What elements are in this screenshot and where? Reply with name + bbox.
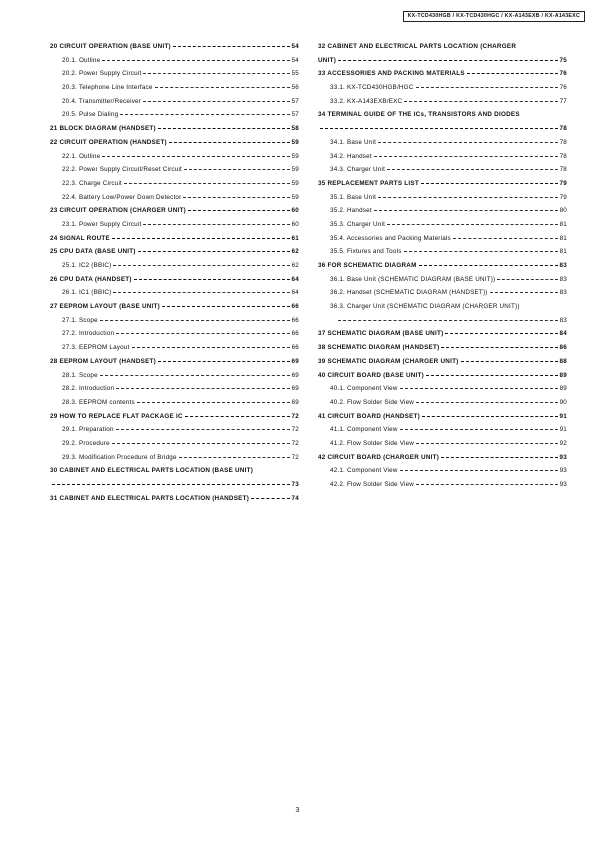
dot-leader — [421, 183, 558, 184]
toc-entry[interactable] — [50, 125, 299, 132]
toc-entry[interactable] — [50, 303, 299, 310]
toc-entry[interactable] — [50, 344, 299, 351]
toc-entry-page: 69 — [291, 398, 299, 406]
toc-entry-page: 57 — [291, 111, 299, 119]
toc-entry-title: 29.2. Procedure — [62, 439, 110, 447]
toc-entry-title: 27.1. Scope — [62, 316, 98, 324]
toc-entry[interactable] — [318, 43, 567, 64]
toc-entry-page: 72 — [291, 426, 299, 434]
toc-entry-page: 91 — [559, 426, 567, 434]
toc-entry-title: 29.3. Modification Procedure of Bridge — [62, 453, 177, 461]
dot-leader — [404, 101, 558, 102]
dot-leader — [185, 416, 290, 417]
toc-entry[interactable] — [318, 289, 567, 296]
toc-entry-title: 28.3. EEPROM contents — [62, 398, 135, 406]
toc-entry-title: 36.1. Base Unit (SCHEMATIC DIAGRAM (BASE UNIT)) — [330, 275, 496, 283]
toc-entry[interactable] — [50, 139, 299, 146]
dot-leader — [416, 443, 558, 444]
toc-entry-title: 20.5. Pulse Dialing — [62, 111, 119, 119]
toc-entry-title: 20.2. Power Supply Circuit — [62, 70, 142, 78]
toc-entry[interactable] — [50, 111, 299, 118]
toc-entry-title: 21 BLOCK DIAGRAM (HANDSET) — [50, 125, 156, 133]
toc-entry-title: 22.1. Outline — [62, 152, 101, 160]
toc-entry-title: 35.5. Fixtures and Tools — [330, 248, 402, 256]
toc-entry-title: 26 CPU DATA (HANDSET) — [50, 275, 132, 283]
toc-entry[interactable] — [50, 98, 299, 105]
dot-leader — [155, 87, 290, 88]
toc-entry-page: 83 — [559, 289, 567, 297]
toc-entry-title: 34.3. Charger Unit — [330, 166, 386, 174]
toc-entry-title: 38 SCHEMATIC DIAGRAM (HANDSET) — [318, 344, 440, 352]
dot-leader — [378, 197, 558, 198]
toc-entry-page: 78 — [559, 138, 567, 146]
dot-leader — [490, 292, 558, 293]
toc-entry-page: 83 — [559, 275, 567, 283]
toc-entry-title: 29 HOW TO REPLACE FLAT PACKAGE IC — [50, 412, 183, 420]
toc-entry-page: 60 — [291, 220, 299, 228]
toc-entry-title: 40 CIRCUIT BOARD (BASE UNIT) — [318, 371, 425, 379]
dot-leader — [124, 183, 290, 184]
dot-leader — [143, 101, 290, 102]
dot-leader — [143, 224, 290, 225]
toc-entry[interactable] — [318, 440, 567, 447]
toc-entry-title: 27.2. Introduction — [62, 330, 115, 338]
toc-entry-title: 34.1. Base Unit — [330, 138, 377, 146]
dot-leader — [441, 457, 558, 458]
toc-entry-title: 28.2. Introduction — [62, 385, 115, 393]
toc-entry[interactable] — [50, 440, 299, 447]
toc-entry[interactable] — [318, 303, 567, 324]
toc-entry-page: 79 — [559, 179, 567, 187]
dot-leader — [441, 347, 558, 348]
toc-entry-page: 75 — [559, 56, 567, 64]
toc-entry-page: 90 — [559, 398, 567, 406]
toc-entry[interactable] — [50, 166, 299, 173]
dot-leader — [169, 142, 290, 143]
toc-entry-title: 35.4. Accessories and Packing Materials — [330, 234, 451, 242]
dot-leader — [162, 306, 290, 307]
toc-entry-title: 23.1. Power Supply Circuit — [62, 220, 142, 228]
toc-entry[interactable] — [50, 358, 299, 365]
toc-entry-page: 64 — [291, 275, 299, 283]
dot-leader — [143, 73, 290, 74]
dot-leader — [179, 457, 290, 458]
toc-entry-title: 36.3. Charger Unit (SCHEMATIC DIAGRAM (CHARGER UNIT)) — [330, 303, 520, 311]
dot-leader — [100, 375, 290, 376]
toc-entry[interactable] — [318, 166, 567, 173]
toc-entry-page: 88 — [559, 357, 567, 365]
dot-leader — [467, 73, 558, 74]
toc-entry-page: 66 — [291, 344, 299, 352]
dot-leader — [116, 333, 290, 334]
toc-entry-page: 59 — [291, 179, 299, 187]
dot-leader — [184, 169, 290, 170]
toc-entry-page: 86 — [559, 344, 567, 352]
dot-leader — [416, 484, 558, 485]
dot-leader — [134, 279, 290, 280]
toc-entry-page: 58 — [291, 125, 299, 133]
dot-leader — [320, 128, 558, 129]
toc-entry-title: 20.3. Telephone Line Interface — [62, 84, 153, 92]
toc-entry-title: 35 REPLACEMENT PARTS LIST — [318, 179, 419, 187]
toc-entry-page: 81 — [559, 248, 567, 256]
toc-entry-page: 93 — [559, 481, 567, 488]
toc-entry-title: 20.1. Outline — [62, 56, 101, 64]
toc-entry[interactable] — [318, 111, 567, 132]
toc-entry-page: 69 — [291, 385, 299, 393]
toc-entry[interactable] — [50, 43, 299, 50]
toc-entry-page: 81 — [559, 234, 567, 242]
toc-entry-page: 80 — [559, 207, 567, 215]
toc-entry-page: 72 — [291, 412, 299, 420]
toc-entry[interactable] — [50, 180, 299, 187]
dot-leader — [445, 333, 558, 334]
toc-entry-page: 83 — [559, 316, 567, 324]
toc-entry-page: 69 — [291, 371, 299, 379]
toc-entry[interactable] — [50, 221, 299, 228]
toc-entry-title: 23 CIRCUIT OPERATION (CHARGER UNIT) — [50, 207, 186, 215]
toc-entry-page: 62 — [291, 262, 299, 269]
dot-leader — [102, 60, 290, 61]
dot-leader — [102, 156, 290, 157]
toc-entry[interactable] — [50, 495, 299, 502]
toc-entry[interactable] — [50, 57, 299, 64]
toc-entry-page: 89 — [559, 385, 567, 393]
toc-entry-title: 25 CPU DATA (BASE UNIT) — [50, 248, 136, 256]
toc-entry-page: 78 — [559, 152, 567, 160]
dot-leader — [113, 292, 290, 293]
toc-entry-page: 73 — [291, 481, 299, 488]
toc-entry[interactable] — [50, 330, 299, 337]
toc-entry[interactable] — [50, 426, 299, 433]
toc-entry[interactable] — [318, 180, 567, 187]
dot-leader — [461, 361, 558, 362]
toc-entry-title: 29.1. Preparation — [62, 426, 114, 434]
toc-entry[interactable] — [318, 385, 567, 392]
toc-entry[interactable] — [318, 235, 567, 242]
dot-leader — [400, 388, 558, 389]
toc-entry-page: 56 — [291, 84, 299, 92]
toc-entry[interactable] — [318, 139, 567, 146]
toc-entry[interactable] — [318, 70, 567, 77]
toc-entry-title: 35.3. Charger Unit — [330, 220, 386, 228]
dot-leader — [419, 265, 558, 266]
dot-leader — [416, 402, 558, 403]
toc-entry[interactable] — [318, 358, 567, 365]
dot-leader — [378, 142, 558, 143]
toc-entry[interactable] — [318, 276, 567, 283]
toc-entry-title: 26.1. IC1 (BBIC) — [62, 289, 112, 297]
toc-entry-title: 24 SIGNAL ROUTE — [50, 234, 110, 242]
toc-entry-title: 30 CABINET AND ELECTRICAL PARTS LOCATION (BASE UNIT) — [50, 467, 254, 475]
toc-entry-title: 33 ACCESSORIES AND PACKING MATERIALS — [318, 70, 465, 78]
toc-entry-page: 72 — [291, 439, 299, 447]
toc-entry-title: 42 CIRCUIT BOARD (CHARGER UNIT) — [318, 453, 440, 461]
page-number: 3 — [295, 807, 300, 814]
dot-leader — [338, 60, 558, 61]
toc-entry-title-continued: UNIT) — [318, 56, 337, 64]
dot-leader — [416, 87, 559, 88]
dot-leader — [426, 375, 558, 376]
toc-left-column — [50, 43, 299, 508]
toc-entry[interactable] — [318, 98, 567, 105]
toc-entry[interactable] — [318, 221, 567, 228]
toc-entry[interactable] — [50, 467, 299, 488]
toc-entry-title: 33.1. KX-TCD430HGB/HGC — [330, 84, 414, 92]
dot-leader — [400, 470, 558, 471]
toc-entry-page: 64 — [291, 289, 299, 297]
toc-entry-page: 66 — [291, 316, 299, 324]
toc-entry-page: 59 — [291, 138, 299, 146]
toc-entry-title: 22.3. Charge Circuit — [62, 179, 122, 187]
toc-entry[interactable] — [50, 317, 299, 324]
dot-leader — [188, 210, 290, 211]
toc-entry[interactable] — [50, 276, 299, 283]
dot-leader — [116, 429, 290, 430]
dot-leader — [404, 251, 558, 252]
toc-entry-title: 42.2. Flow Solder Side View — [330, 481, 415, 488]
toc-entry-title: 27 EEPROM LAYOUT (BASE UNIT) — [50, 303, 160, 311]
toc-entry-title: 27.3. EEPROM Layout — [62, 344, 130, 352]
toc-entry[interactable] — [50, 248, 299, 255]
toc-entry-page: 59 — [291, 166, 299, 174]
toc-entry[interactable] — [50, 454, 299, 461]
toc-entry-title: 28 EEPROM LAYOUT (HANDSET) — [50, 357, 156, 365]
dot-leader — [158, 128, 290, 129]
toc-entry-title: 34 TERMINAL GUIDE OF THE ICs, TRANSISTORS AND DIODES — [318, 111, 520, 119]
toc-entry-page: 59 — [291, 152, 299, 160]
dot-leader — [137, 402, 290, 403]
toc-entry-title: 34.2. Handset — [330, 152, 372, 160]
dot-leader — [173, 46, 290, 47]
toc-entry[interactable] — [318, 372, 567, 379]
toc-entry-page: 89 — [559, 371, 567, 379]
toc-entry-title: 41.1. Component View — [330, 426, 398, 434]
toc-entry-page: 59 — [291, 193, 299, 201]
toc-entry-page: 93 — [559, 453, 567, 461]
toc-entry[interactable] — [50, 84, 299, 91]
dot-leader — [251, 498, 290, 499]
dot-leader — [132, 347, 290, 348]
dot-leader — [158, 361, 290, 362]
toc-entry-title: 36.2. Handset (SCHEMATIC DIAGRAM (HANDSET)) — [330, 289, 488, 297]
toc-entry-page: 84 — [559, 330, 567, 338]
toc-entry-title: 20.4. Transmitter/Receiver — [62, 97, 142, 105]
toc-entry-page: 78 — [559, 125, 567, 133]
dot-leader — [338, 320, 558, 321]
dot-leader — [112, 238, 290, 239]
model-header: KX-TCD430HGB / KX-TCD430HGC / KX-A143EXB / KX-A143EXC — [403, 11, 585, 22]
toc-entry[interactable] — [50, 399, 299, 406]
toc-entry-title: 36 FOR SCHEMATIC DIAGRAM — [318, 262, 417, 269]
toc-entry-title: 42.1. Component View — [330, 467, 398, 475]
dot-leader — [116, 388, 290, 389]
toc-entry-page: 93 — [559, 467, 567, 475]
toc-entry[interactable] — [318, 467, 567, 474]
toc-entry-title: 28.1. Scope — [62, 371, 98, 379]
toc-entry-page: 81 — [559, 220, 567, 228]
toc-entry-title: 40.2. Flow Solder Side View — [330, 398, 415, 406]
dot-leader — [497, 279, 558, 280]
toc-entry[interactable] — [318, 262, 567, 269]
toc-entry-page: 91 — [559, 412, 567, 420]
toc-entry-title: 35.2. Handset — [330, 207, 372, 215]
toc-entry-title: 25.1. IC2 (BBIC) — [62, 262, 112, 269]
toc-entry-title: 22 CIRCUIT OPERATION (HANDSET) — [50, 138, 167, 146]
toc-entry-title: 32 CABINET AND ELECTRICAL PARTS LOCATION (CHARGER — [318, 43, 517, 50]
toc-entry-page: 79 — [559, 193, 567, 201]
toc-entry-page: 76 — [559, 70, 567, 78]
toc-entry-page: 72 — [291, 453, 299, 461]
toc-entry[interactable] — [318, 481, 567, 488]
dot-leader — [120, 114, 290, 115]
dot-leader — [387, 224, 558, 225]
toc-entry-page: 66 — [291, 303, 299, 311]
toc-entry-title: 40.1. Component View — [330, 385, 398, 393]
toc-entry[interactable] — [50, 153, 299, 160]
dot-leader — [183, 197, 290, 198]
toc-entry[interactable] — [318, 194, 567, 201]
toc-entry-title: 20 CIRCUIT OPERATION (BASE UNIT) — [50, 43, 171, 50]
dot-leader — [387, 169, 558, 170]
toc-entry-title: 41.2. Flow Solder Side View — [330, 439, 415, 447]
toc-entry[interactable] — [50, 194, 299, 201]
toc-entry-title: 31 CABINET AND ELECTRICAL PARTS LOCATION (HANDSET) — [50, 494, 250, 502]
toc-entry[interactable] — [318, 454, 567, 461]
toc-entry[interactable] — [318, 344, 567, 351]
toc-entry-page: 92 — [559, 439, 567, 447]
dot-leader — [453, 238, 558, 239]
dot-leader — [138, 251, 290, 252]
toc-entry[interactable] — [50, 235, 299, 242]
toc-entry-page: 69 — [291, 357, 299, 365]
toc-entry-page: 54 — [291, 56, 299, 64]
toc-entry-title: 33.2. KX-A143EXB/EXC — [330, 97, 403, 105]
toc-entry[interactable] — [50, 207, 299, 214]
toc-entry-title: 39 SCHEMATIC DIAGRAM (CHARGER UNIT) — [318, 357, 459, 365]
dot-leader — [400, 429, 558, 430]
toc-entry-title: 22.2. Power Supply Circuit/Reset Circuit — [62, 166, 182, 174]
dot-leader — [113, 265, 290, 266]
toc-entry-title: 22.4. Battery Low/Power Down Detector — [62, 193, 182, 201]
toc-entry-title: 35.1. Base Unit — [330, 193, 377, 201]
dot-leader — [52, 484, 290, 485]
toc-entry[interactable] — [318, 399, 567, 406]
toc-entry[interactable] — [318, 413, 567, 420]
toc-entry[interactable] — [50, 385, 299, 392]
toc-entry-page: 54 — [291, 43, 299, 50]
toc-right-column — [318, 43, 567, 495]
toc-entry-page: 78 — [559, 166, 567, 174]
toc-entry[interactable] — [50, 372, 299, 379]
toc-entry[interactable] — [50, 262, 299, 269]
dot-leader — [374, 156, 558, 157]
toc-entry-title: 37 SCHEMATIC DIAGRAM (BASE UNIT) — [318, 330, 444, 338]
toc-entry-page: 77 — [559, 97, 567, 105]
toc-entry-page: 55 — [291, 70, 299, 78]
toc-entry-page: 61 — [291, 234, 299, 242]
toc-entry[interactable] — [318, 426, 567, 433]
toc-entry-page: 74 — [291, 494, 299, 502]
toc-entry[interactable] — [318, 207, 567, 214]
toc-entry-title: 41 CIRCUIT BOARD (HANDSET) — [318, 412, 421, 420]
toc-entry[interactable] — [318, 153, 567, 160]
toc-entry-page: 60 — [291, 207, 299, 215]
toc-entry[interactable] — [318, 84, 567, 91]
toc-entry-page: 83 — [559, 262, 567, 269]
toc-entry-page: 62 — [291, 248, 299, 256]
toc-entry[interactable] — [50, 413, 299, 420]
dot-leader — [100, 320, 290, 321]
toc-entry-page: 66 — [291, 330, 299, 338]
toc-entry[interactable] — [50, 289, 299, 296]
toc-entry[interactable] — [50, 70, 299, 77]
dot-leader — [112, 443, 290, 444]
dot-leader — [374, 210, 558, 211]
toc-entry[interactable] — [318, 248, 567, 255]
toc-entry-page: 76 — [559, 84, 567, 92]
dot-leader — [422, 416, 558, 417]
toc-entry[interactable] — [318, 330, 567, 337]
toc-entry-page: 57 — [291, 97, 299, 105]
